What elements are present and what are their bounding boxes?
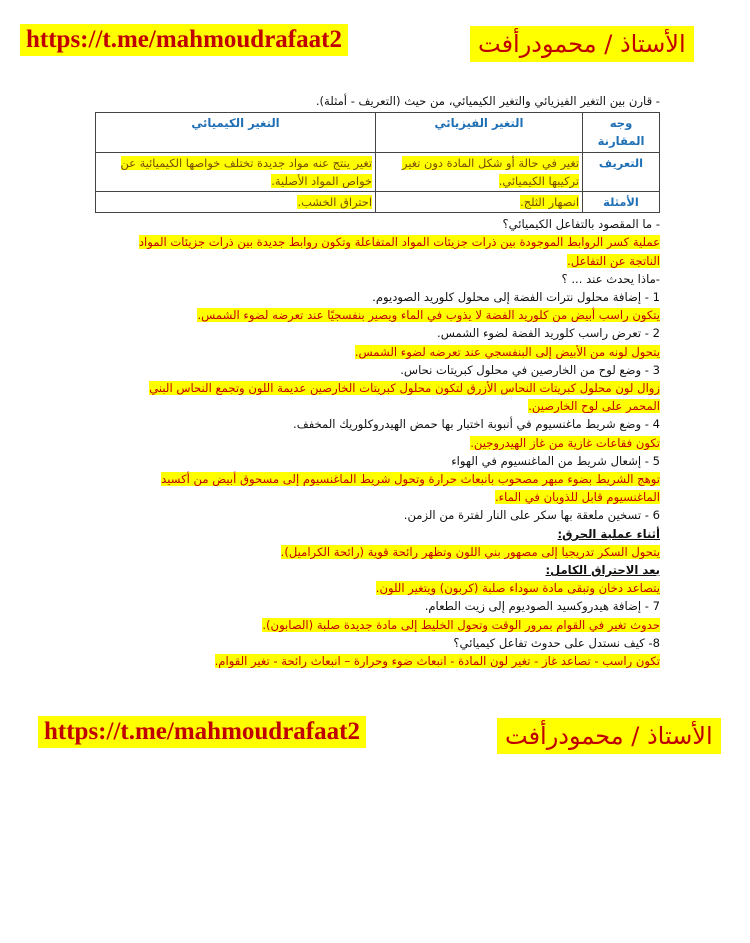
- item-text: 4 - وضع شريط ماغنسيوم في أنبوبة اختبار بها حمض الهيدروكلوريك المخفف.: [293, 417, 660, 432]
- subheading-after: بعد الاحتراق الكامل:: [545, 563, 660, 578]
- table-row: [96, 152, 660, 191]
- table-header: التغير الفيزيائي: [376, 113, 583, 152]
- item-text: 8- كيف نستدل على حدوث تفاعل كيميائي؟: [453, 635, 660, 650]
- item-text: 1 - إضافة محلول نترات الفضة إلى محلول كلوريد الصوديوم.: [372, 290, 660, 305]
- answer-text: حدوث تغير في القوام بمرور الوقت وتحول الخليط إلى مادة جديدة صلبة (الصابون).: [262, 617, 660, 632]
- telegram-link-top[interactable]: https://t.me/mahmoudrafaat2: [20, 24, 348, 56]
- table-cell: تغير ينتج عنه مواد جديدة تختلف خواصها الكيميائية عن خواص المواد الأصلية.: [96, 152, 376, 191]
- answer-text: زوال لون محلول كبريتات النحاس الأزرق لتكون محلول كبريتات الخارصين عديمة اللون وتجمع النحاس البني: [149, 381, 660, 396]
- subheading-during: أثناء عملية الحرق:: [557, 526, 660, 541]
- question-compare: - قارن بين التغير الفيزيائي والتغير الكيميائي، من حيث (التعريف - أمثلة).: [315, 94, 660, 108]
- table-cell: احتراق الخشب.: [96, 192, 376, 213]
- answer-text: عملية كسر الروابط الموجودة بين ذرات جزيئات المواد المتفاعلة وتكون روابط جديدة بين ذرات جزيئات المواد: [138, 235, 660, 250]
- answer-text: يتكون راسب أبيض من كلوريد الفضة لا يذوب في الماء ويصير بنفسجيًا عند تعرضه لضوء الشمس.: [197, 308, 660, 323]
- item-text: 6 - تسخين ملعقة بها سكر على النار لفترة من الزمن.: [403, 508, 660, 523]
- item-text: 3 - وضع لوح من الخارصين في محلول كبريتات نحاس.: [400, 362, 660, 377]
- table-row: [96, 192, 660, 213]
- table-cell: تغير في حالة أو شكل المادة دون تغير تركيبها الكيميائي.: [376, 152, 583, 191]
- answer-text: تكون فقاعات غازية من غاز الهيدروجين.: [470, 435, 660, 450]
- teacher-name-top: الأستاذ / محمودرأفت: [470, 26, 694, 62]
- table-row-label: الأمثلة: [583, 192, 660, 213]
- telegram-link-bottom[interactable]: https://t.me/mahmoudrafaat2: [38, 716, 366, 748]
- question-definition: - ما المقصود بالتفاعل الكيميائي؟: [502, 217, 660, 232]
- answer-text: تكون راسب - تصاعد غاز - تغير لون المادة - انبعاث ضوء وحرارة – انبعاث رائحة - تغير القوام.: [214, 654, 660, 669]
- item-text: 7 - إضافة هيدروكسيد الصوديوم إلى زيت الطعام.: [424, 599, 660, 614]
- answer-text: يتصاعد دخان وتبقى مادة سوداء صلبة (كربون) ويتغير اللون.: [375, 581, 660, 596]
- question-what-happens: -ماذا يحدث عند ... ؟: [561, 271, 660, 286]
- worksheet-content: [95, 92, 660, 670]
- table-header: وجه المقارنة: [583, 113, 660, 152]
- answer-text: الماغنسيوم قابل للذوبان في الماء.: [494, 490, 660, 505]
- answer-text: المحمر على لوح الخارصين.: [528, 399, 660, 414]
- answer-text: يتحول لونه من الأبيض إلى البنفسجي عند تعرضه لضوء الشمس.: [354, 344, 660, 359]
- answer-text: يتحول السكر تدريجيا إلى مصهور بني اللون وتظهر رائحة قوية (رائحة الكراميل).: [280, 544, 660, 559]
- answer-text: توهج الشريط بضوء مبهر مصحوب بانبعاث حرارة وتحول شريط الماغنسيوم إلى مسحوق أبيض من أكسيد: [161, 472, 660, 487]
- table-row-label: التعريف: [583, 152, 660, 191]
- teacher-name-bottom: الأستاذ / محمودرأفت: [497, 718, 721, 754]
- comparison-table: [95, 112, 660, 213]
- item-text: 2 - تعرض راسب كلوريد الفضة لضوء الشمس.: [437, 326, 660, 341]
- table-cell: انصهار الثلج.: [376, 192, 583, 213]
- item-text: 5 - إشعال شريط من الماغنسيوم في الهواء: [451, 453, 660, 468]
- answer-text: الناتجة عن التفاعل.: [567, 253, 660, 268]
- table-header: التغير الكيميائي: [96, 113, 376, 152]
- table-header-row: [96, 113, 660, 152]
